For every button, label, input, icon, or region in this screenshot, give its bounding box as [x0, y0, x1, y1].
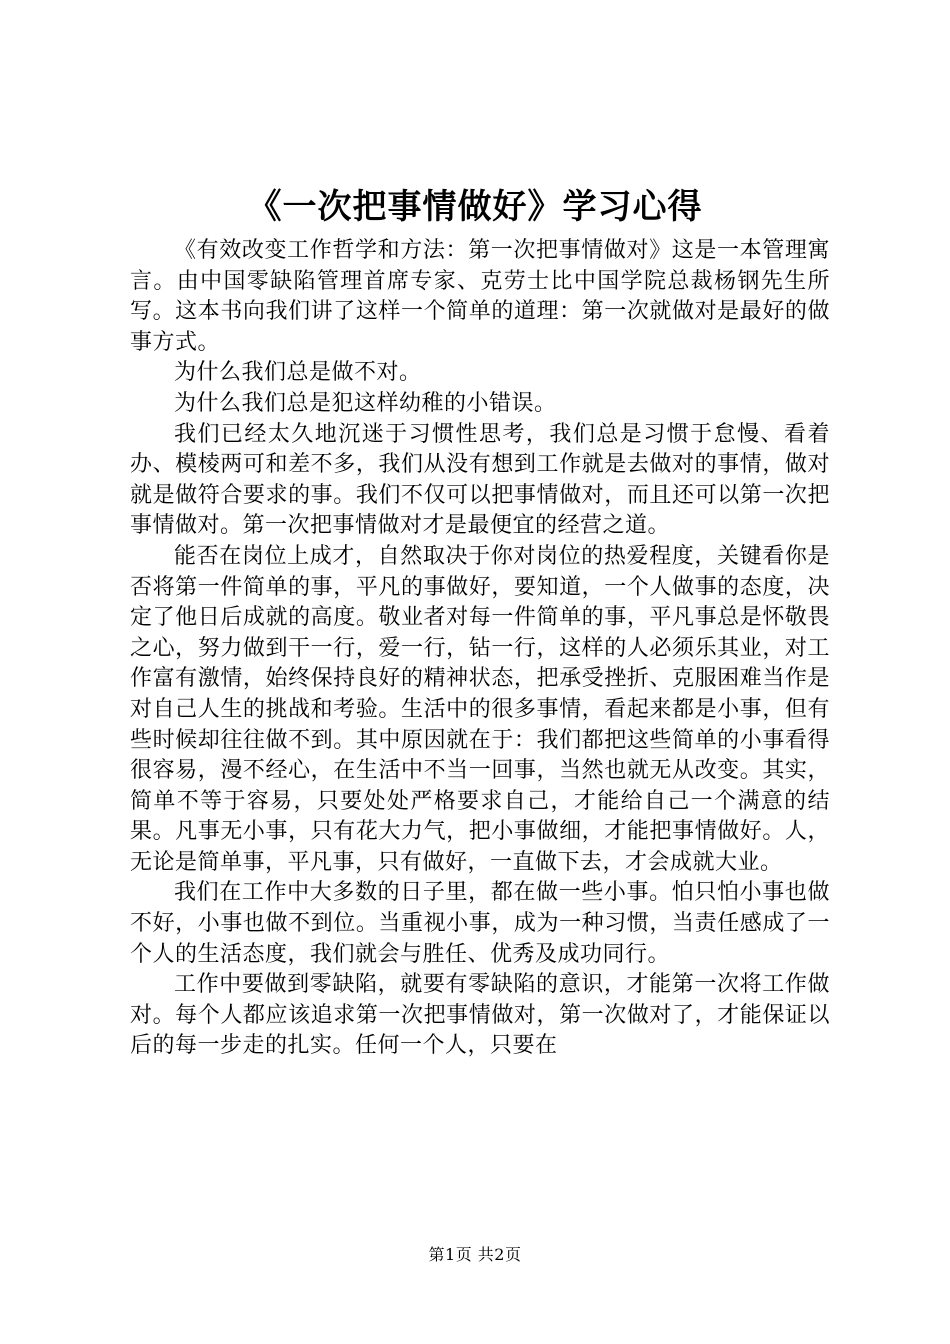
paragraph-1: 《有效改变工作哲学和方法：第一次把事情做对》这是一本管理寓言。由中国零缺陷管理首席专家、克劳士比中国学院总裁杨钢先生所写。这本书向我们讲了这样一个简单的道理：第一次就做对是最好的做事方式。	[130, 238, 830, 355]
paragraph-3: 为什么我们总是犯这样幼稚的小错误。	[174, 390, 557, 416]
paragraph-5: 能否在岗位上成才，自然取决于你对岗位的热爱程度，关键看你是否将第一件简单的事，平凡的事做好，要知道，一个人做事的态度，决定了他日后成就的高度。敬业者对每一件简单的事，平凡事总是怀敬畏之心，努力做到干一行，爱一行，钻一行，这样的人必须乐其业，对工作富有激情，始终保持良好的精神状态，把承受挫折、克服困难当作是对自己人生的挑战和考验。生活中的很多事情，看起来都是小事，但有些时候却往往做不到。其中原因就在于：我们都把这些简单的小事看得很容易，漫不经心，在生活中不当一回事，当然也就无从改变。其实，简单不等于容易，只要处处严格要求自己，才能给自己一个满意的结果。凡事无小事，只有花大力气，把小事做细，才能把事情做好。人，无论是简单事，平凡事，只有做好，一直做下去，才会成就大业。	[130, 543, 830, 875]
body-text	[130, 236, 830, 1062]
paragraph-6: 我们在工作中大多数的日子里，都在做一些小事。怕只怕小事也做不好，小事也做不到位。当重视小事，成为一种习惯，当责任感成了一个人的生活态度，我们就会与胜任、优秀及成功同行。	[130, 880, 830, 967]
paragraph-4: 我们已经太久地沉迷于习惯性思考，我们总是习惯于怠慢、看着办、模棱两可和差不多，我们从没有想到工作就是去做对的事情，做对就是做符合要求的事。我们不仅可以把事情做对，而且还可以第一次把事情做对。第一次把事情做对才是最便宜的经营之道。	[130, 421, 830, 539]
paragraph-2: 为什么我们总是做不对。	[174, 360, 422, 386]
paragraph-7: 工作中要做到零缺陷，就要有零缺陷的意识，才能第一次将工作做对。每个人都应该追求第一次把事情做对，第一次做对了，才能保证以后的每一步走的扎实。任何一个人，只要在	[130, 972, 830, 1059]
page-footer: 第1页 共2页	[428, 1245, 522, 1264]
page-title: 《一次把事情做好》学习心得	[247, 187, 703, 227]
